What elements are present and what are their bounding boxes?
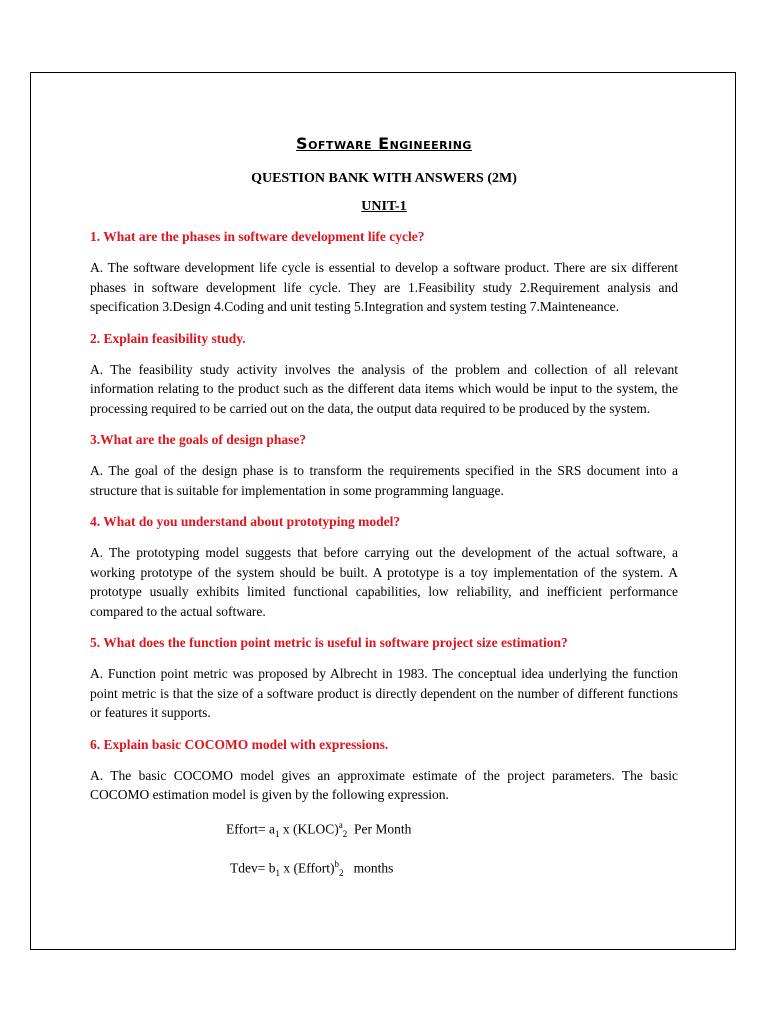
unit-heading: UNIT-1 <box>361 199 407 214</box>
question-3: 3.What are the goals of design phase? <box>90 432 307 447</box>
tdev-formula <box>90 854 678 883</box>
document-subtitle: QUESTION BANK WITH ANSWERS (2M) <box>251 171 517 186</box>
effort-lhs: Effort= a <box>226 821 275 836</box>
tdev-unit: months <box>353 860 394 876</box>
answer-4: A. The prototyping model suggests that before carrying out the development of the actual software, a working prototype of the system should be built. A prototype is a toy implementation of the system. A prototype usually exhibits limited functional capabilities, low reliability, and inefficient performance compared to the actual software. <box>90 545 678 619</box>
question-5: 5. What does the function point metric is useful in software project size estimation? <box>90 635 568 650</box>
question-1: 1. What are the phases in software development life cycle? <box>90 229 425 244</box>
tdev-lhs: Tdev= b <box>230 860 276 876</box>
effort-unit: Per Month <box>353 821 412 836</box>
effort-sub2: 2 <box>342 828 348 839</box>
effort-formula <box>90 815 678 844</box>
tdev-sup: b <box>334 858 339 869</box>
effort-sup: a <box>338 819 343 830</box>
answer-3: A. The goal of the design phase is to transform the requirements specified in the SRS document into a structure that is suitable for implementation in some programming language. <box>90 463 678 498</box>
answer-2: A. The feasibility study activity involves the analysis of the problem and collection of all relevant information relating to the product such as the different data items which would be input to the system, the processing required to be carried out on the data, the output data required to be produced by the system. <box>90 361 678 416</box>
effort-mid: x (KLOC) <box>279 821 339 836</box>
effort-sub1: 1 <box>274 828 280 839</box>
answer-1: A. The software development life cycle is essential to develop a software product. There are six different phases in software development life cycle. They are 1.Feasibility study 2.Requirement analysis and specification 3.Design 4.Coding and unit testing 5.Integration and system testing 7.Mainteneance. <box>90 260 678 314</box>
tdev-mid: x (Effort) <box>279 860 335 876</box>
question-2: 2. Explain feasibility study. <box>90 330 246 346</box>
tdev-sub1: 1 <box>275 867 280 878</box>
question-6: 6. Explain basic COCOMO model with expressions. <box>90 736 389 752</box>
document-title: Software Engineering <box>296 134 472 153</box>
answer-5: A. Function point metric was proposed by Albrecht in 1983. The conceptual idea underlying the function point metric is that the size of a software product is directly dependent on the number of different functions or features it supports. <box>90 666 678 720</box>
answer-6: A. The basic COCOMO model gives an approximate estimate of the project parameters. The basic COCOMO estimation model is given by the following expression. <box>90 767 678 802</box>
question-4: 4. What do you understand about prototyping model? <box>90 514 401 529</box>
document-body <box>90 130 678 883</box>
tdev-sub2: 2 <box>338 867 344 878</box>
